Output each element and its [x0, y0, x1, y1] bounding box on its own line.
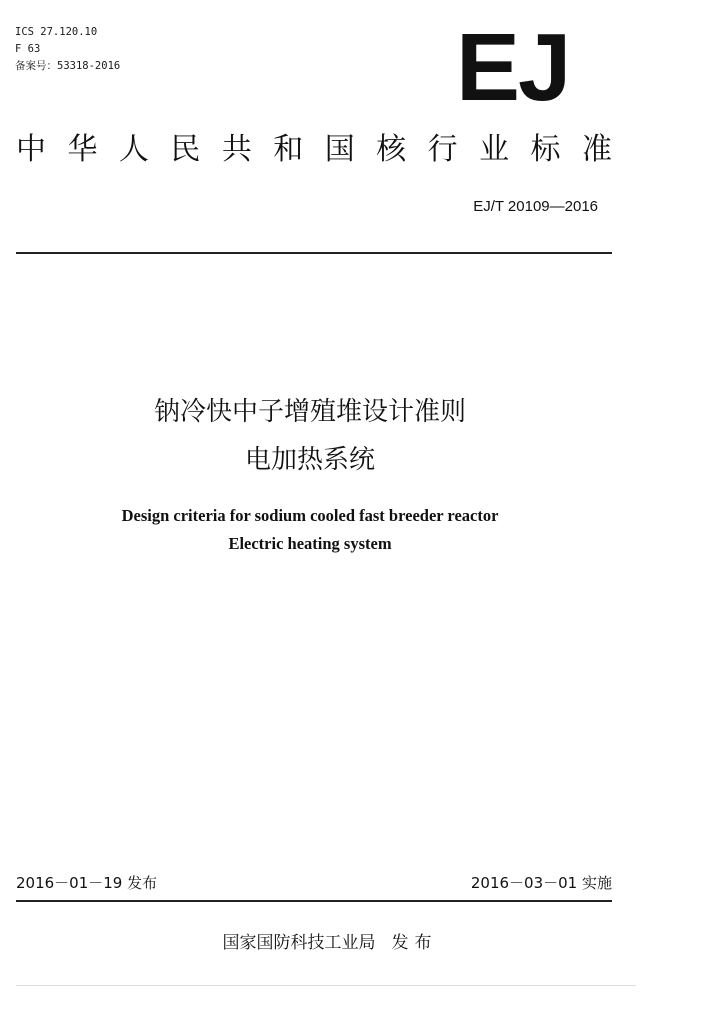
issue-date: 2016－01－19 发布: [16, 874, 158, 892]
classification-code: F 63: [15, 43, 41, 55]
standard-number: EJ/T 20109—2016: [473, 198, 598, 215]
chinese-title-line1: 钠冷快中子增殖堆设计准则: [153, 397, 466, 427]
standard-title-char: 业: [479, 132, 510, 167]
standard-title-char: 和: [273, 132, 304, 167]
issuer: [0, 928, 660, 953]
standard-title-char: 民: [170, 132, 201, 167]
header-meta: [15, 24, 120, 75]
top-divider: [16, 252, 612, 254]
standard-category-title: [16, 130, 612, 170]
issuer-action: 发布: [391, 933, 438, 953]
ej-logo: EJ: [456, 14, 570, 121]
standard-title-char: 行: [427, 132, 458, 167]
implementation-date: 2016－03－01 实施: [470, 874, 612, 892]
standard-title-char: 中: [16, 132, 46, 167]
record-number: 备案号：53318-2016: [15, 60, 121, 72]
page-edge-line: [16, 985, 636, 986]
issuer-organization: 国家国防科技工业局: [222, 933, 376, 953]
chinese-title-line2: 电加热系统: [244, 445, 375, 475]
standard-title-char: 国: [324, 132, 355, 167]
english-title-line1: Design criteria for sodium cooled fast breeder reactor: [121, 506, 499, 525]
standard-title-char: 华: [67, 132, 98, 167]
standard-title-char: 标: [530, 132, 561, 167]
ics-code: ICS 27.120.10: [15, 26, 98, 38]
standard-title-char: 人: [118, 132, 149, 167]
bottom-divider: [16, 900, 612, 902]
english-title-line2: Electric heating system: [228, 534, 392, 553]
standard-title-char: 核: [376, 132, 407, 167]
standard-title-char: 共: [221, 132, 252, 167]
standard-title-char: 准: [581, 132, 612, 167]
